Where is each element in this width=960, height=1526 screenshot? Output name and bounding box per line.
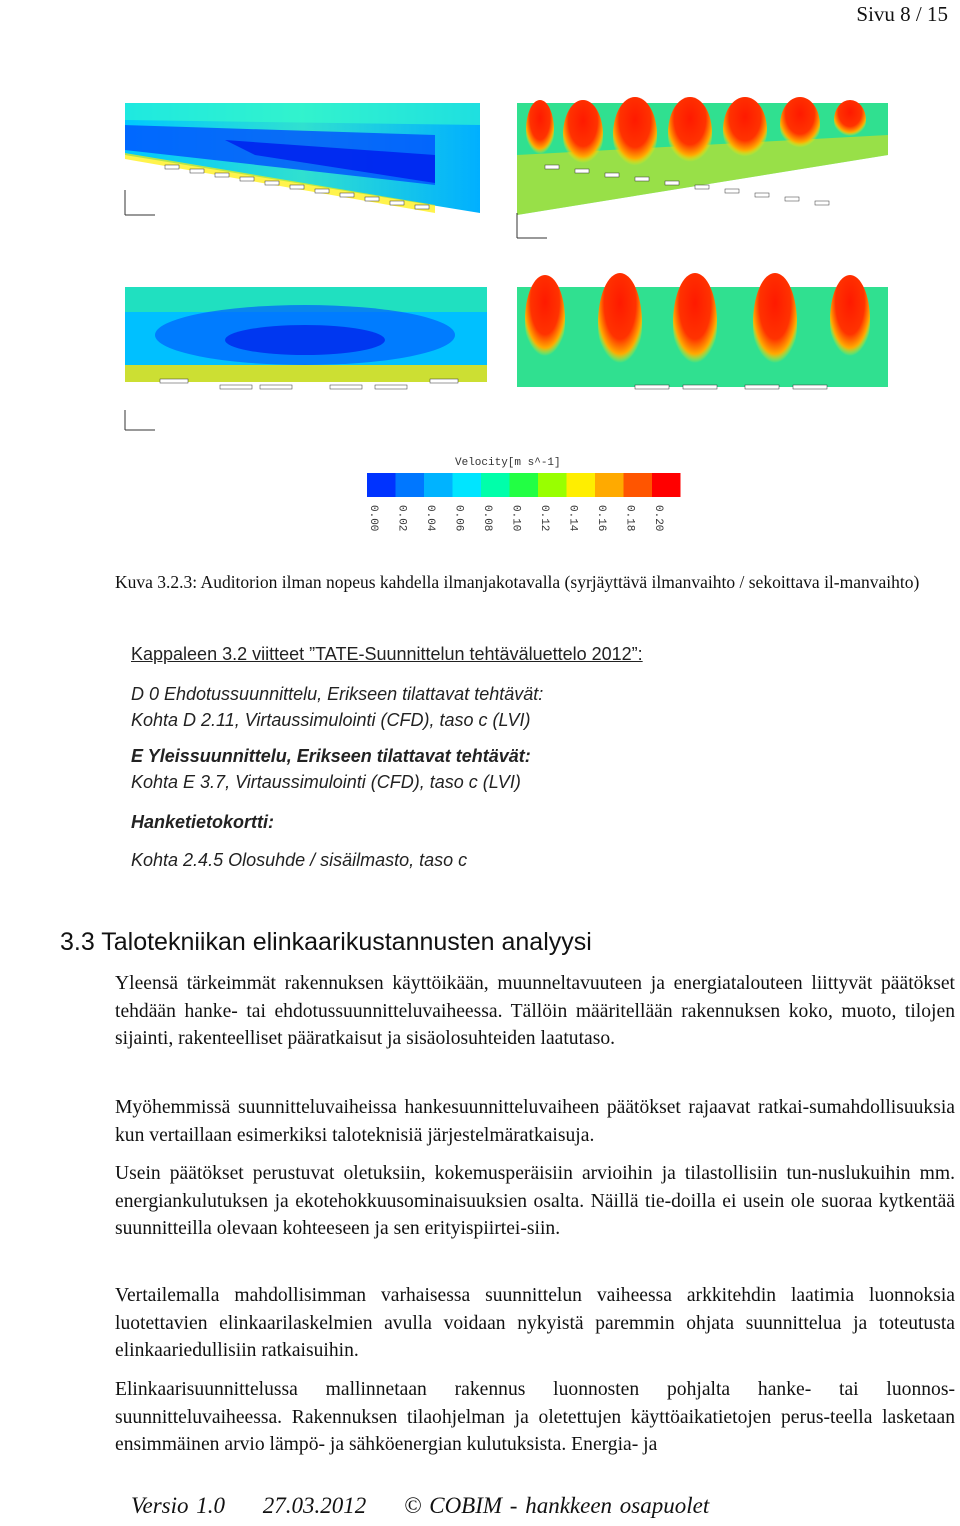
colorbar-tick-label: 0.00 bbox=[367, 505, 379, 532]
ref-d0-heading: D 0 Ehdotussuunnittelu, Erikseen tilattavat tehtävät: bbox=[131, 684, 544, 704]
cfd-panel-top-left bbox=[125, 103, 480, 213]
paragraph-4: Vertailemalla mahdollisimman varhaisessa suunnittelun vaiheessa arkkitehdin laatimia luonnoksia luotettavien elinkaarilaskelmien avulla voidaan nykyistä paremmin ohjata suunnittelua ja toteutusta elinkaariedullisiin ratkaisuihin. bbox=[115, 1285, 955, 1361]
colorbar-swatch bbox=[453, 473, 482, 497]
colorbar-swatch bbox=[481, 473, 510, 497]
figure-caption: Kuva 3.2.3: Auditorion ilman nopeus kahdella ilmanjakotavalla (syrjäyttävä ilmanvaihto / sekoittava il-manvaihto) bbox=[115, 572, 920, 592]
axis-indicator-2 bbox=[517, 213, 547, 238]
colorbar-swatch bbox=[567, 473, 596, 497]
footer-version: Versio 1.0 bbox=[131, 1493, 225, 1518]
colorbar-swatch bbox=[396, 473, 425, 497]
footer-date: 27.03.2012 bbox=[262, 1493, 367, 1518]
colorbar-title: Velocity[m s^-1] bbox=[455, 457, 561, 469]
footer-org: © COBIM - hankkeen osapuolet bbox=[404, 1493, 710, 1518]
colorbar-tick-label: 0.20 bbox=[652, 505, 664, 532]
ref-d0-item: Kohta D 2.11, Virtaussimulointi (CFD), taso c (LVI) bbox=[131, 710, 531, 730]
colorbar-swatch bbox=[624, 473, 653, 497]
paragraph-3: Usein päätökset perustuvat oletuksiin, kokemusperäisiin arvioihin ja tilastollisiin tun-nuslukuihin mm. energiankulutuksen ja ekotehokkuusominaisuuksien osalta. Näillä tie-doilla ei usein ole suoraa kytkentää suunnitteilla olevaan kohteeseen ja sen erityispiirtei-siin. bbox=[115, 1163, 955, 1239]
colorbar-tick-label: 0.04 bbox=[424, 505, 436, 532]
paragraph-1: Yleensä tärkeimmät rakennuksen käyttöikään, muunneltavuuteen ja energiatalouteen liittyvät päätökset tehdään hanke- tai ehdotussuunnitteluvaiheessa. Tällöin määritellään rakennuksen koko, muoto, tilojen sijainti, rakenteelliset pääratkaisut ja sisäolosuhteiden laatutaso. bbox=[115, 973, 955, 1049]
cfd-panel-bottom-left bbox=[125, 287, 487, 389]
colorbar-tick-label: 0.10 bbox=[509, 505, 522, 532]
colorbar-tick-label: 0.06 bbox=[452, 505, 465, 532]
page-number: Sivu 8 / 15 bbox=[856, 2, 948, 26]
footer bbox=[131, 1493, 739, 1519]
cfd-panel-top-right bbox=[517, 97, 888, 215]
velocity-colorbar bbox=[367, 473, 681, 532]
references-title: Kappaleen 3.2 viitteet ”TATE-Suunnittelun tehtäväluettelo 2012”: bbox=[131, 644, 643, 664]
colorbar-tick-label: 0.14 bbox=[566, 505, 579, 532]
ref-e-item: Kohta E 3.7, Virtaussimulointi (CFD), taso c (LVI) bbox=[131, 772, 521, 792]
cfd-figure bbox=[105, 95, 895, 550]
cfd-panel-bottom-right bbox=[517, 273, 888, 389]
colorbar-swatch bbox=[652, 473, 681, 497]
colorbar-swatch bbox=[595, 473, 624, 497]
ref-e-heading: E Yleissuunnittelu, Erikseen tilattavat tehtävät: bbox=[131, 746, 531, 766]
axis-indicator-3 bbox=[125, 410, 155, 430]
paragraph-5: Elinkaarisuunnittelussa mallinnetaan rakennus luonnosten pohjalta hanke- tai luonnos-suunnitteluvaiheessa. Rakennuksen tilaohjelman ja oletettujen käyttöaikatietojen perus-teella lasketaan ensimmäinen arvio lämpö- ja sähköenergian kulutuksista. Energia- ja bbox=[115, 1379, 955, 1455]
axis-indicator-1 bbox=[125, 190, 155, 215]
colorbar-tick-label: 0.02 bbox=[395, 505, 408, 532]
colorbar-swatch bbox=[510, 473, 539, 497]
paragraph-2: Myöhemmissä suunnitteluvaiheissa hankesuunnitteluvaiheen päätökset rajaavat ratkai-sumahdollisuuksia kun vertaillaan esimerkiksi taloteknisiä järjestelmäratkaisuja. bbox=[115, 1097, 955, 1146]
ref-h-heading: Hanketietokortti: bbox=[131, 812, 275, 832]
colorbar-swatch bbox=[367, 473, 396, 497]
colorbar-tick-label: 0.12 bbox=[538, 505, 550, 532]
colorbar-tick-label: 0.18 bbox=[623, 505, 636, 532]
ref-h-item: Kohta 2.4.5 Olosuhde / sisäilmasto, taso c bbox=[131, 850, 468, 870]
colorbar-tick-label: 0.08 bbox=[481, 505, 493, 532]
colorbar-swatch bbox=[538, 473, 567, 497]
colorbar-tick-label: 0.16 bbox=[595, 505, 607, 532]
colorbar-swatch bbox=[424, 473, 453, 497]
section-heading: 3.3 Talotekniikan elinkaarikustannusten analyysi bbox=[60, 928, 592, 956]
